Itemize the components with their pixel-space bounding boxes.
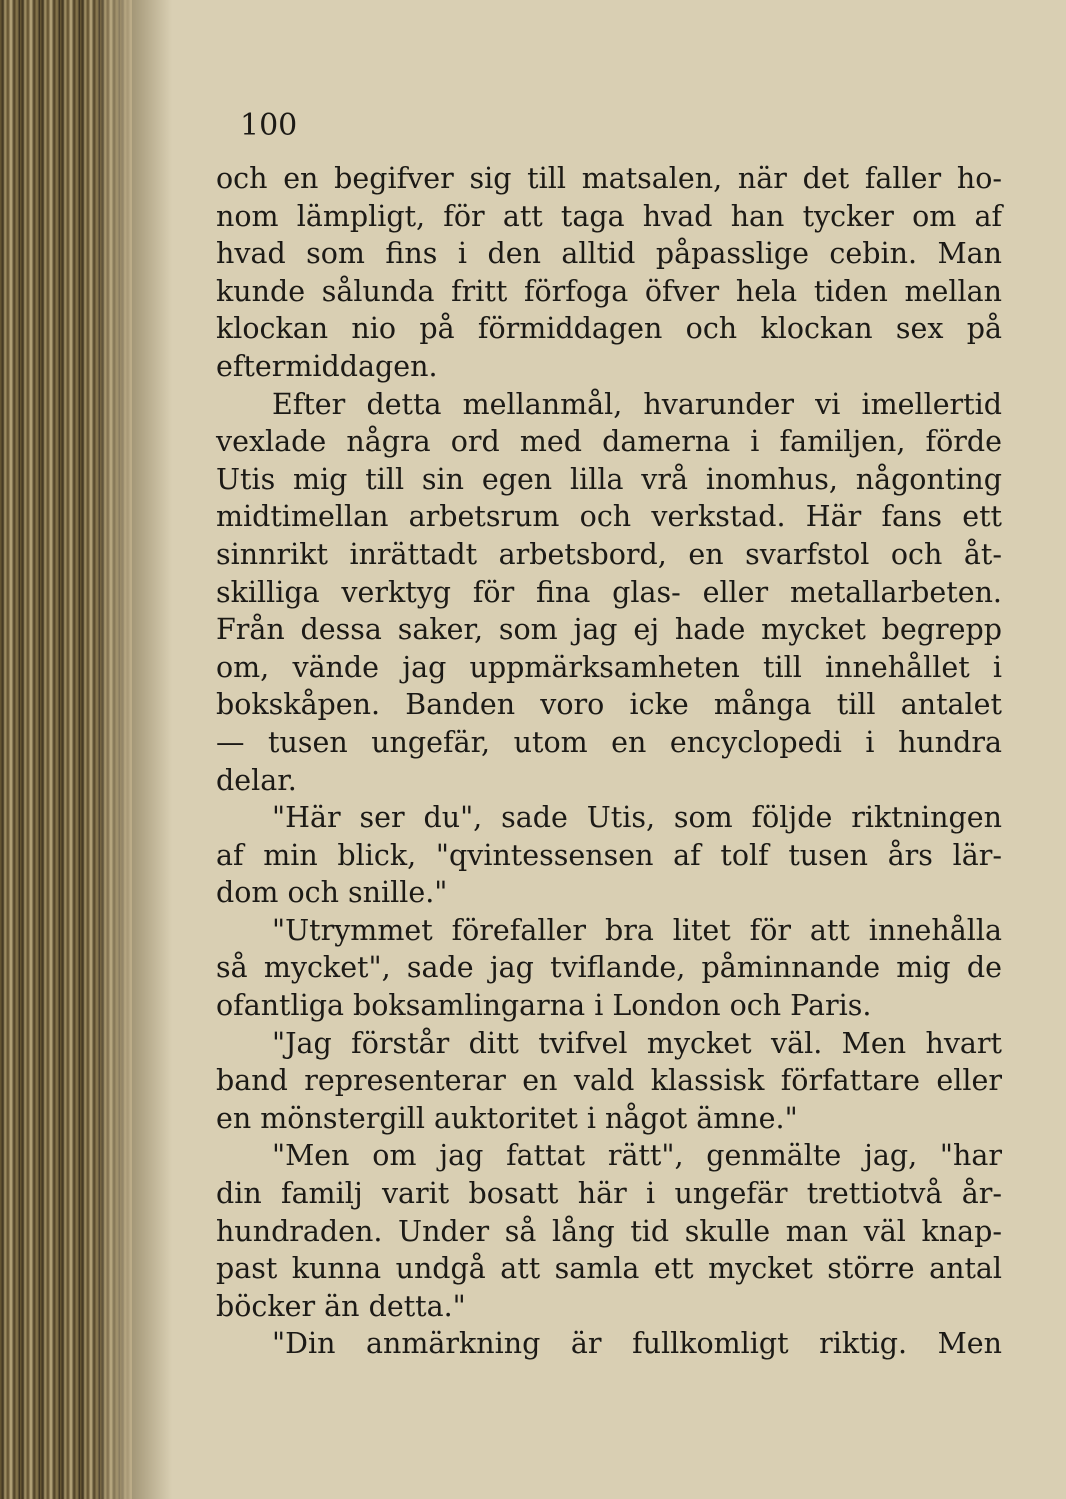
text-line: "Men om jag fattat rätt", genmälte jag, "har bbox=[272, 1139, 1002, 1173]
text-line: Från dessa saker, som jag ej hade mycket begrepp bbox=[216, 613, 1002, 647]
text-line: "Här ser du", sade Utis, som följde riktningen bbox=[272, 801, 1002, 835]
text-line: så mycket", sade jag tviflande, påminnande mig de bbox=[216, 951, 1002, 985]
text-line: dom och snille." bbox=[216, 876, 448, 910]
text-line: af min blick, "qvintessensen af tolf tusen års lär- bbox=[216, 838, 1002, 872]
text-line: och en begifver sig till matsalen, när det faller ho- bbox=[216, 162, 1002, 195]
text-line: din familj varit bosatt här i ungefär trettiotvå år- bbox=[216, 1177, 1002, 1211]
text-line: nom lämpligt, för att taga hvad han tycker om af bbox=[216, 199, 1002, 233]
book-page-edges bbox=[0, 0, 132, 1499]
body-text bbox=[216, 160, 1002, 1363]
text-line: bokskåpen. Banden voro icke många till antalet bbox=[216, 688, 1002, 722]
book-page bbox=[132, 0, 1066, 1499]
text-line: klockan nio på förmiddagen och klockan sex på bbox=[216, 312, 1002, 346]
text-line: om, vände jag uppmärksamheten till innehållet i bbox=[216, 650, 1002, 684]
text-line: "Jag förstår ditt tvifvel mycket väl. Men hvart bbox=[272, 1026, 1002, 1060]
page-number: 100 bbox=[240, 108, 298, 143]
text-line: hundraden. Under så lång tid skulle man väl knap- bbox=[216, 1214, 1002, 1248]
text-line: ofantliga boksamlingarna i London och Paris. bbox=[216, 989, 872, 1023]
text-line: — tusen ungefär, utom en encyclopedi i hundra bbox=[216, 725, 1002, 759]
text-line: Efter detta mellanmål, hvarunder vi imellertid bbox=[272, 387, 1002, 421]
text-line: eftermiddagen. bbox=[216, 349, 438, 383]
text-line: skilliga verktyg för fina glas- eller metallarbeten. bbox=[216, 575, 1002, 609]
text-line: band representerar en vald klassisk författare eller bbox=[216, 1064, 1002, 1098]
text-line: Utis mig till sin egen lilla vrå inomhus, någonting bbox=[216, 462, 1002, 496]
text-line: kunde sålunda fritt förfoga öfver hela tiden mellan bbox=[216, 274, 1002, 308]
text-line: böcker än detta." bbox=[216, 1289, 466, 1323]
text-line: midtimellan arbetsrum och verkstad. Här fans ett bbox=[216, 500, 1002, 534]
text-line: en mönstergill auktoritet i något ämne." bbox=[216, 1101, 798, 1135]
text-line: past kunna undgå att samla ett mycket större antal bbox=[216, 1252, 1002, 1286]
text-line: "Din anmärkning är fullkomligt riktig. Men bbox=[272, 1327, 1002, 1361]
text-line: "Utrymmet förefaller bra litet för att innehålla bbox=[272, 913, 1002, 947]
text-line: hvad som fins i den alltid påpasslige cebin. Man bbox=[216, 237, 1002, 271]
text-line: sinnrikt inrättadt arbetsbord, en svarfstol och åt- bbox=[216, 537, 1002, 571]
text-line: delar. bbox=[216, 763, 297, 797]
text-line: vexlade några ord med damerna i familjen, förde bbox=[216, 425, 1002, 459]
